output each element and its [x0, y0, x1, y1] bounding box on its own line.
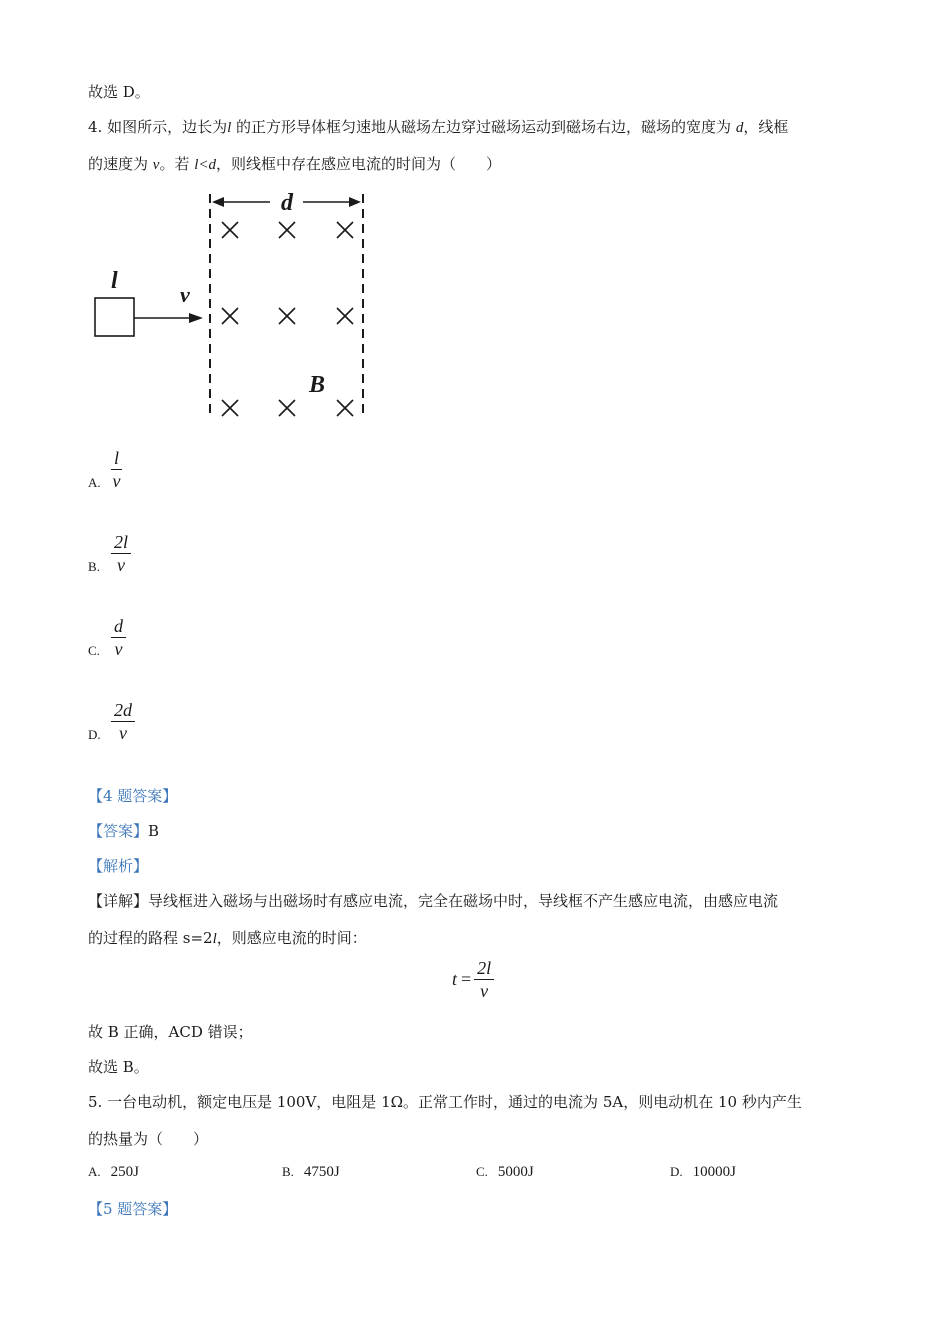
equation-lhs: t — [452, 969, 458, 989]
q4-answer-header: 【4 题答案】 — [88, 787, 178, 805]
fraction-numerator: 2l — [114, 532, 129, 552]
arrow-right-icon — [349, 197, 361, 207]
option-label: B. — [282, 1164, 294, 1179]
option-d-label: D. — [88, 727, 101, 742]
q5-option-c[interactable] — [476, 1164, 534, 1181]
arrow-left-icon — [212, 197, 224, 207]
fraction-numerator: 2l — [477, 958, 492, 978]
label-d: d — [281, 190, 293, 216]
option-c-fraction[interactable] — [111, 616, 126, 659]
q5-stem-line2: 的热量为（ ） — [88, 1130, 209, 1148]
q4-detail-line1 — [88, 891, 778, 911]
q5-option-b[interactable] — [282, 1164, 340, 1181]
fraction-denominator: v — [480, 981, 489, 1001]
option-label: D. — [670, 1164, 683, 1179]
detail-text: 导线框进入磁场与出磁场时有感应电流，完全在磁场中时，导线框不产生感应电流，由感应电流 — [148, 892, 779, 910]
q5-answer-header: 【5 题答案】 — [88, 1200, 178, 1218]
option-a-label: A. — [88, 475, 101, 490]
option-value: 4750J — [303, 1164, 340, 1180]
var-d: d — [735, 120, 744, 136]
equation-equals: = — [461, 969, 472, 989]
velocity-arrow-icon — [189, 313, 203, 323]
square-loop — [95, 298, 134, 336]
detail-tag: 【详解】 — [88, 892, 149, 910]
label-v: v — [180, 282, 190, 307]
option-value: 10000J — [692, 1164, 736, 1180]
fraction-numerator: d — [114, 616, 123, 636]
magnetic-field-figure — [85, 180, 385, 425]
q4-stem-line1 — [88, 117, 788, 138]
option-value: 5000J — [497, 1164, 534, 1180]
fraction-denominator: v — [119, 723, 127, 743]
var-v: v — [152, 157, 160, 173]
fraction-denominator: v — [117, 555, 125, 575]
q4-conclusion2: 故选 B。 — [88, 1058, 149, 1076]
field-crosses — [222, 222, 353, 416]
option-label: A. — [88, 1164, 101, 1179]
q4-stem-line2 — [88, 154, 501, 175]
option-value: 250J — [110, 1164, 139, 1180]
detail-text: 的过程的路程 s=2 — [88, 929, 213, 947]
q4-stem-text: 的速度为 — [88, 155, 153, 173]
var-l: l — [212, 931, 217, 947]
condition: l<d — [194, 157, 217, 173]
fraction-numerator: l — [114, 448, 120, 468]
fraction-denominator: v — [114, 639, 123, 659]
q4-stem-text: ，则线框中存在感应电流的时间为（ ） — [216, 155, 502, 173]
time-equation — [452, 958, 494, 1001]
q4-stem-text: ，线框 — [743, 118, 789, 136]
prev-conclusion: 故选 D。 — [88, 83, 150, 101]
q5-option-d[interactable] — [670, 1164, 736, 1181]
q4-detail-line2 — [88, 928, 367, 949]
q4-stem-text: 。若 — [159, 155, 195, 173]
q5-stem-line1: 5. 一台电动机，额定电压是 100V，电阻是 1Ω。正常工作时，通过的电流为 5A，则电动机在 10 秒内产生 — [88, 1093, 802, 1111]
label-B: B — [309, 372, 326, 398]
q5-option-a[interactable] — [88, 1164, 139, 1181]
q4-answer — [88, 821, 159, 841]
option-d-fraction[interactable] — [111, 700, 135, 743]
answer-tag: 【答案】 — [88, 822, 149, 840]
q4-conclusion1: 故 B 正确，ACD 错误； — [88, 1023, 253, 1041]
option-b-fraction[interactable] — [111, 532, 131, 575]
q4-stem-text: 的正方形导体框匀速地从磁场左边穿过磁场运动到磁场右边，磁场的宽度为 — [231, 118, 736, 136]
option-c-label: C. — [88, 643, 100, 658]
option-b-label: B. — [88, 559, 100, 574]
label-l: l — [111, 268, 118, 294]
fraction-denominator: v — [112, 471, 121, 491]
q4-stem-text: 4. 如图所示，边长为 — [88, 118, 228, 136]
option-a-fraction[interactable] — [111, 448, 122, 491]
detail-text: ，则感应电流的时间： — [216, 929, 367, 947]
var-l: l — [227, 120, 232, 136]
q4-analysis-tag: 【解析】 — [88, 857, 149, 875]
answer-value: B — [148, 822, 160, 840]
fraction-numerator: 2d — [114, 700, 132, 720]
equation-fraction — [474, 958, 494, 1001]
option-label: C. — [476, 1164, 488, 1179]
